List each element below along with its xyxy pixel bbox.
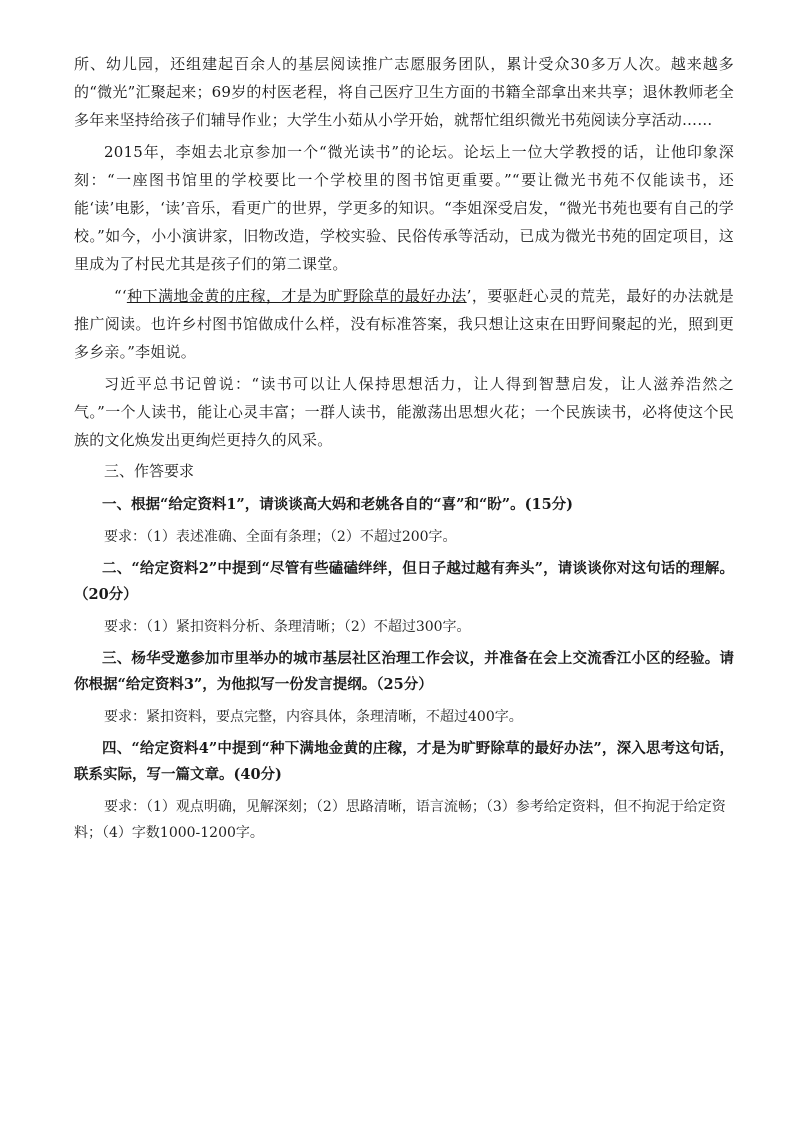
question-4: 四、“给定资料4”中提到“种下满地金黄的庄稼，才是为旷野除草的最好办法”，深入思考这句话，联系实际，写一篇文章。(40分)	[74, 740, 734, 783]
paragraph-beijing-forum: 2015年，李姐去北京参加一个“微光读书”的论坛。论坛上一位大学教授的话，让他印象深刻：“一座图书馆里的学校要比一个学校里的图书馆更重要。”“要让微光书苑不仅能读书，还能‘读’电影，‘读’音乐，看更广的世界，学更多的知识。“李姐深受启发，“微光书苑也要有自己的学校。”如今，小小演讲家，旧物改造，学校实验、民俗传承等活动，已成为微光书苑的固定项目，这里成为了村民尤其是孩子们的第二课堂。	[74, 143, 734, 273]
question-1: 一、根据“给定资料1”，请谈谈高大妈和老姚各自的“喜”和“盼”。(15分)	[102, 496, 574, 513]
underlined-quote: 种下满地金黄的庄稼，才是为旷野除草的最好办法	[126, 287, 467, 305]
document-page	[74, 50, 734, 850]
paragraph-xi-quote: 习近平总书记曾说：“读书可以让人保持思想活力，让人得到智慧启发，让人滋养浩然之气。”一个人读书，能让心灵丰富；一群人读书，能激荡出思想火花；一个民族读书，必将使这个民族的文化焕发出更绚烂更持久的风采。	[74, 375, 734, 449]
requirement-1: 要求：（1）表述准确、全面有条理；（2）不超过200字。	[104, 529, 457, 545]
requirement-3: 要求：紧扣资料，要点完整，内容具体，条理清晰，不超过400字。	[104, 709, 523, 725]
question-3: 三、杨华受邀参加市里举办的城市基层社区治理工作会议，并准备在会上交流香江小区的经验。请你根据“给定资料3”，为他拟写一份发言提纲。（25分）	[74, 650, 734, 693]
requirement-4: 要求：（1）观点明确，见解深刻；（2）思路清晰，语言流畅；（3）参考给定资料，但不拘泥于给定资料；（4）字数1000-1200字。	[74, 799, 726, 841]
quote-open-mark: “‘	[114, 287, 127, 305]
paragraph-reading-volunteers: 所、幼儿园，还组建起百余人的基层阅读推广志愿服务团队，累计受众30多万人次。越来越多的“微光”汇聚起来；69岁的村医老程，将自己医疗卫生方面的书籍全部拿出来共享；退休教师老全多年来坚持给孩子们辅导作业；大学生小茹从小学开始，就帮忙组织微光书苑阅读分享活动……	[74, 55, 734, 129]
section-heading-requirements: 三、作答要求	[104, 462, 195, 480]
question-2: 二、“给定资料2”中提到“尽管有些磕磕绊绊，但日子越过越有奔头”，请谈谈你对这句话的理解。（20分）	[74, 560, 734, 603]
quote-rest: ’，要驱赶心灵的荒芜，最好的办法就是推广阅读。也许乡村图书馆做成什么样，没有标准答案，我只想让这束在田野间聚起的光，照到更多乡亲。”李姐说。	[74, 287, 734, 361]
paragraph-quote-li	[74, 282, 734, 366]
requirement-2: 要求：（1）紧扣资料分析、条理清晰；（2）不超过300字。	[104, 619, 471, 635]
